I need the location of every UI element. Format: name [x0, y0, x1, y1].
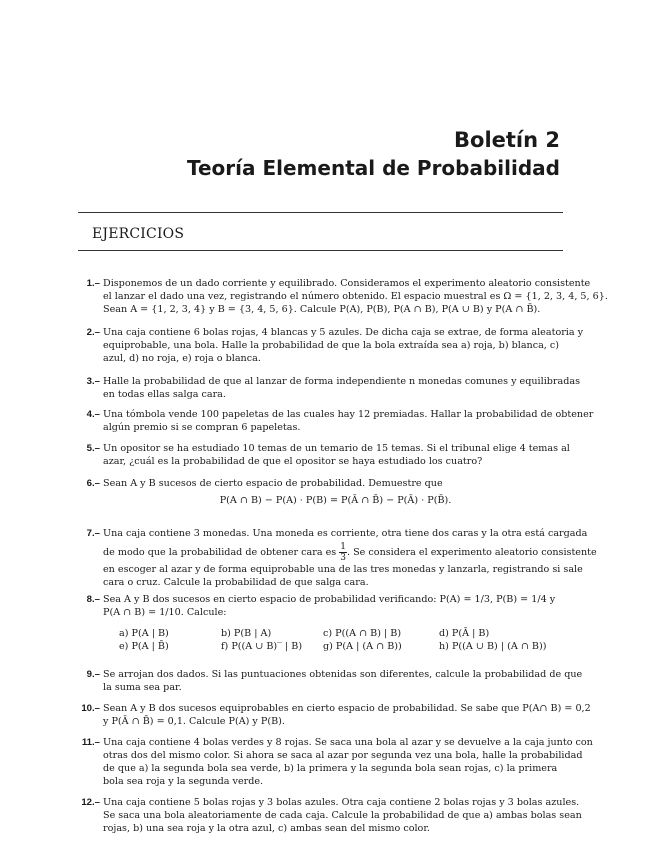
fraction-numerator: 1	[340, 542, 347, 552]
exercise-3	[70, 375, 580, 401]
exercise-line: Una tómbola vende 100 papeletas de las cuales hay 12 premiadas. Hallar la probabilidad de obtener	[103, 409, 594, 420]
exercise-line: en todas ellas salga cara.	[103, 389, 226, 400]
exercise-12	[70, 796, 582, 835]
section-heading: EJERCICIOS	[92, 226, 185, 242]
exercise-line: azul, d) no roja, e) roja o blanca.	[103, 353, 261, 364]
exercise-4	[70, 408, 594, 434]
exercise-6	[70, 477, 568, 511]
exercise-8	[70, 593, 568, 653]
exercise-line: el lanzar el dado una vez, registrando el número obtenido. El espacio muestral es Ω = {1, 2, 3, 4, 5, 6}.	[103, 291, 608, 302]
subquestion: c) P((A ∩ B) | B)	[323, 628, 402, 639]
subquestion: e) P(A | B̄)	[119, 641, 169, 652]
exercise-number: 4.–	[86, 409, 100, 420]
exercise-line: de que a) la segunda bola sea verde, b) la primera y la segunda bola sean rojas, c) la primera	[103, 763, 558, 774]
exercise-10	[70, 702, 591, 728]
bottom-rule	[78, 250, 563, 251]
exercise-2	[70, 326, 584, 365]
exercise-line: rojas, b) una sea roja y la otra azul, c) ambas sean del mismo color.	[103, 823, 430, 834]
subquestion: h) P((A ∪ B) | (A ∩ B))	[439, 641, 547, 652]
fraction-prefix: de modo que la probabilidad de obtener cara es	[103, 547, 337, 558]
exercise-1	[70, 277, 608, 316]
exercise-number: 7.–	[86, 528, 100, 539]
fraction-denominator: 3	[340, 553, 347, 563]
exercise-line: la suma sea par.	[103, 682, 182, 693]
subquestion: f) P((A ∪ B)‾ | B)	[221, 641, 303, 652]
exercise-line: algún premio si se compran 6 papeletas.	[103, 422, 301, 433]
bulletin-subtitle: Teoría Elemental de Probabilidad	[187, 156, 560, 180]
exercise-line: otras dos del mismo color. Si ahora se saca al azar por segunda vez una bola, halle la probabilidad	[103, 750, 583, 761]
subquestion: a) P(A | B)	[119, 628, 169, 639]
exercise-number: 9.–	[86, 669, 100, 680]
exercise-5	[70, 442, 568, 468]
exercise-line: bola sea roja y la segunda verde.	[103, 776, 264, 787]
exercise-line: Una caja contiene 4 bolas verdes y 8 rojas. Se saca una bola al azar y se devuelve a la caja junto con	[103, 737, 593, 748]
exercise-line: en escoger al azar y de forma equiprobable una de las tres monedas y lanzarla, registrando si sale	[103, 564, 583, 575]
exercise-number: 1.–	[86, 278, 100, 289]
subquestion-row	[119, 640, 568, 653]
fraction	[339, 542, 347, 563]
display-formula: P(A ∩ B) − P(A) · P(B) = P(Ā ∩ B̄) − P(Ā) · P(B̄).	[219, 495, 452, 506]
exercise-line: y P(Ā ∩ B̄) = 0,1. Calcule P(A) y P(B).	[103, 716, 285, 727]
exercise-line-with-fraction	[103, 542, 597, 563]
exercise-line: Halle la probabilidad de que al lanzar de forma independiente n monedas comunes y equilibradas	[103, 376, 580, 387]
exercise-line: Sean A y B sucesos de cierto espacio de probabilidad. Demuestre que	[103, 478, 443, 489]
exercise-line: Una caja contiene 5 bolas rojas y 3 bolas azules. Otra caja contiene 2 bolas rojas y 3 bolas azules.	[103, 797, 580, 808]
exercise-line: P(A ∩ B) = 1/10. Calcule:	[103, 607, 227, 618]
fraction-suffix: . Se considera el experimento aleatorio consistente	[347, 547, 597, 558]
exercise-number: 11.–	[81, 737, 100, 748]
exercise-line: Una caja contiene 3 monedas. Una moneda es corriente, otra tiene dos caras y la otra está cargada	[103, 528, 588, 539]
exercise-number: 6.–	[86, 478, 100, 489]
exercise-7	[70, 527, 597, 589]
subquestion-grid	[119, 627, 568, 653]
exercise-line: equiprobable, una bola. Halle la probabilidad de que la bola extraída sea a) roja, b) blanca, c)	[103, 340, 560, 351]
exercise-line: azar, ¿cuál es la probabilidad de que el opositor se haya estudiado los cuatro?	[103, 456, 483, 467]
exercise-number: 5.–	[86, 443, 100, 454]
exercise-line: Un opositor se ha estudiado 10 temas de un temario de 15 temas. Si el tribunal elige 4 temas al	[103, 443, 570, 454]
subquestion: b) P(B | A)	[221, 628, 272, 639]
exercise-line: Sean A = {1, 2, 3, 4} y B = {3, 4, 5, 6}. Calcule P(A), P(B), P(A ∩ B), P(A ∪ B) y P(A ∩ B̄).	[103, 304, 541, 315]
exercise-number: 10.–	[81, 703, 100, 714]
exercise-9	[70, 668, 583, 694]
exercise-11	[70, 736, 593, 788]
bulletin-title: Boletín 2	[454, 128, 560, 152]
exercise-line: cara o cruz. Calcule la probabilidad de que salga cara.	[103, 577, 369, 588]
exercise-number: 8.–	[86, 594, 100, 605]
exercise-line: Se saca una bola aleatoriamente de cada caja. Calcule la probabilidad de que a) ambas bolas sean	[103, 810, 582, 821]
exercise-line: Una caja contiene 6 bolas rojas, 4 blancas y 5 azules. De dicha caja se extrae, de forma aleatoria y	[103, 327, 584, 338]
top-rule	[78, 212, 563, 213]
exercise-number: 2.–	[86, 327, 100, 338]
subquestion: g) P(A | (A ∩ B))	[323, 641, 402, 652]
subquestion-row	[119, 627, 568, 640]
exercise-number: 12.–	[81, 797, 100, 808]
exercise-line: Se arrojan dos dados. Si las puntuaciones obtenidas son diferentes, calcule la probabilidad de que	[103, 669, 583, 680]
exercise-line: Disponemos de un dado corriente y equilibrado. Consideramos el experimento aleatorio consistente	[103, 278, 591, 289]
exercise-number: 3.–	[86, 376, 100, 387]
subquestion: d) P(Ā | B)	[439, 628, 490, 639]
exercise-line: Sea A y B dos sucesos en cierto espacio de probabilidad verificando: P(A) = 1/3, P(B) = 1/4 y	[103, 594, 556, 605]
exercise-line: Sean A y B dos sucesos equiprobables en cierto espacio de probabilidad. Se sabe que P(A∩ B) = 0,2	[103, 703, 591, 714]
